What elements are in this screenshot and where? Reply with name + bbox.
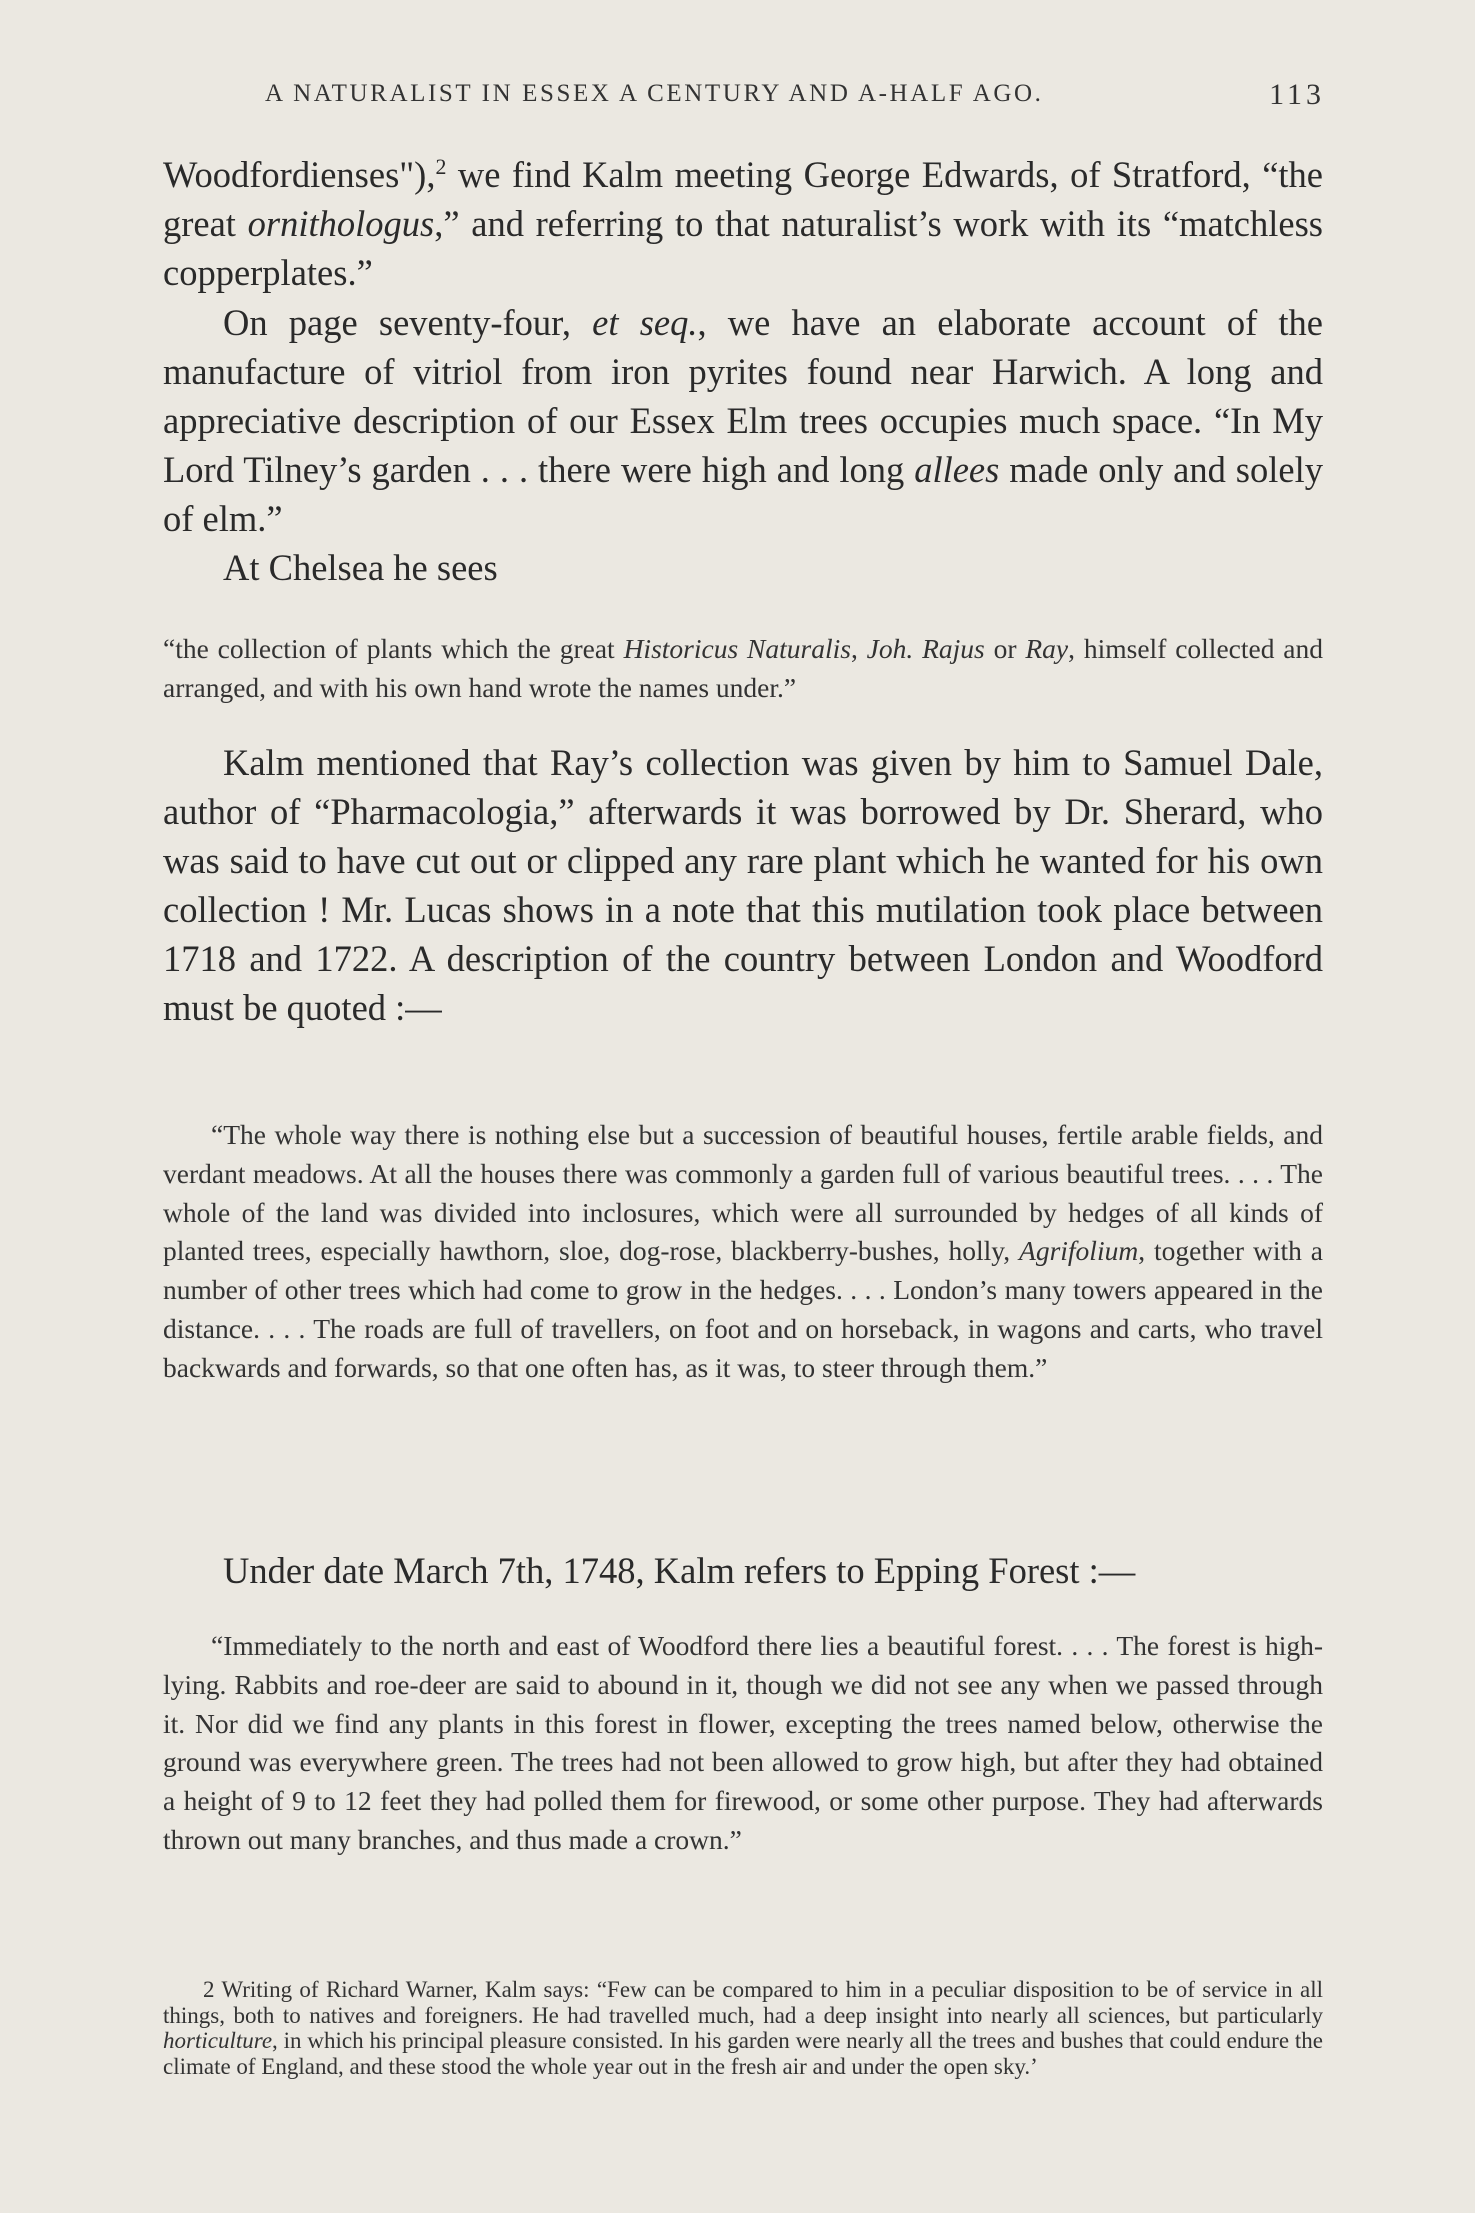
text-run: “the collection of plants which the great <box>163 633 624 664</box>
text-run: , together with a number of other trees which had come to grow in the hedges. . . . London’s many towers appeared in the distance. . . . The roads are full of travellers, on foot and on horseback, in wagons and carts, who travel backwards and forwards, so that one often has, as it was, to steer through them.” <box>163 1235 1323 1383</box>
text-run: we find Kalm meeting George Edwards, of Stratford, “the great <box>163 154 1323 244</box>
text-run: , <box>850 633 867 664</box>
footnote-2 <box>163 1977 1323 2079</box>
italic-term: Ray <box>1025 633 1069 664</box>
page-number: 113 <box>1269 78 1325 111</box>
quote-epping-forest <box>163 1627 1323 1860</box>
quote-london-woodford <box>163 1116 1323 1388</box>
italic-term: ornithologus <box>247 203 435 244</box>
paragraph-chelsea <box>163 543 1323 592</box>
text-run: At Chelsea he sees <box>223 547 498 588</box>
text-run: made only and solely of elm.” <box>163 449 1323 539</box>
paragraph-vitriol-elms <box>163 298 1323 543</box>
running-header <box>265 78 1325 111</box>
italic-term: Joh. Rajus <box>866 633 985 664</box>
quote-ray-collection <box>163 630 1323 708</box>
italic-term: allees <box>914 449 1000 490</box>
text-run: ,” and referring to that naturalist’s work with its “matchless copperplates.” <box>163 203 1323 293</box>
text-run: , himself collected and arranged, and with his own hand wrote the names under.” <box>163 633 1324 703</box>
text-run: Kalm mentioned that Ray’s collection was given by him to Samuel Dale, author of “Pharmacologia,” afterwards it was borrowed by Dr. Sherard, who was said to have cut out or clipped any rare plant which he wanted for his own collection ! Mr. Lucas shows in a note that this mutilation took place between 1718 and 1722. A description of the country between London and Woodford must be quoted :— <box>163 742 1323 1028</box>
paragraph-epping-intro <box>163 1546 1323 1595</box>
text-run: 2 Writing of Richard Warner, Kalm says: “Few can be compared to him in a peculiar disposition to be of service in all things, both to natives and foreigners. He had travelled much, had a deep insight into nearly all sciences, but particularly <box>163 1977 1323 2028</box>
footnote-ref: 2 <box>435 153 447 179</box>
paragraph-kalm-edwards <box>163 150 1323 297</box>
text-run: , in which his principal pleasure consisted. In his garden were nearly all the trees and bushes that could endure the climate of England, and these stood the whole year out in the fresh air and under the open sky.’ <box>163 2028 1323 2079</box>
text-run: Woodfordienses"), <box>163 154 436 195</box>
running-title: A NATURALIST IN ESSEX A CENTURY AND A-HALF AGO. <box>265 80 1044 107</box>
italic-term: horticulture <box>163 2028 273 2053</box>
text-run: “The whole way there is nothing else but a succession of beautiful houses, fertile arable fields, and verdant meadows. At all the houses there was commonly a garden full of various beautiful trees. . . . The whole of the land was divided into inclosures, which were all surrounded by hedges of all kinds of planted trees, especially hawthorn, sloe, dog-rose, blackberry-bushes, holly, <box>163 1119 1323 1267</box>
italic-term: Historicus Naturalis <box>623 633 851 664</box>
text-run: , we have an elaborate account of the manufacture of vitriol from iron pyrites found near Harwich. A long and appreciative description of our Essex Elm trees occupies much space. “In My Lord Tilney’s garden . . . there were high and long <box>163 302 1323 490</box>
text-run: “Immediately to the north and east of Woodford there lies a beautiful forest. . . . The forest is high-lying. Rabbits and roe-deer are said to abound in it, though we did not see any when we passed through it. Nor did we find any plants in this forest in flower, excepting the trees named below, otherwise the ground was everywhere green. The trees had not been allowed to grow high, but after they had obtained a height of 9 to 12 feet they had polled them for firewood, or some other purpose. They had afterwards thrown out many branches, and thus made a crown.” <box>163 1630 1323 1855</box>
text-run: On page seventy-four, <box>223 302 593 343</box>
text-run: or <box>984 633 1026 664</box>
italic-term: et seq. <box>592 302 698 343</box>
paragraph-ray-collection-history <box>163 738 1323 1032</box>
italic-term: Agrifolium <box>1019 1235 1139 1267</box>
text-run: Under date March 7th, 1748, Kalm refers to Epping Forest :— <box>223 1550 1136 1591</box>
